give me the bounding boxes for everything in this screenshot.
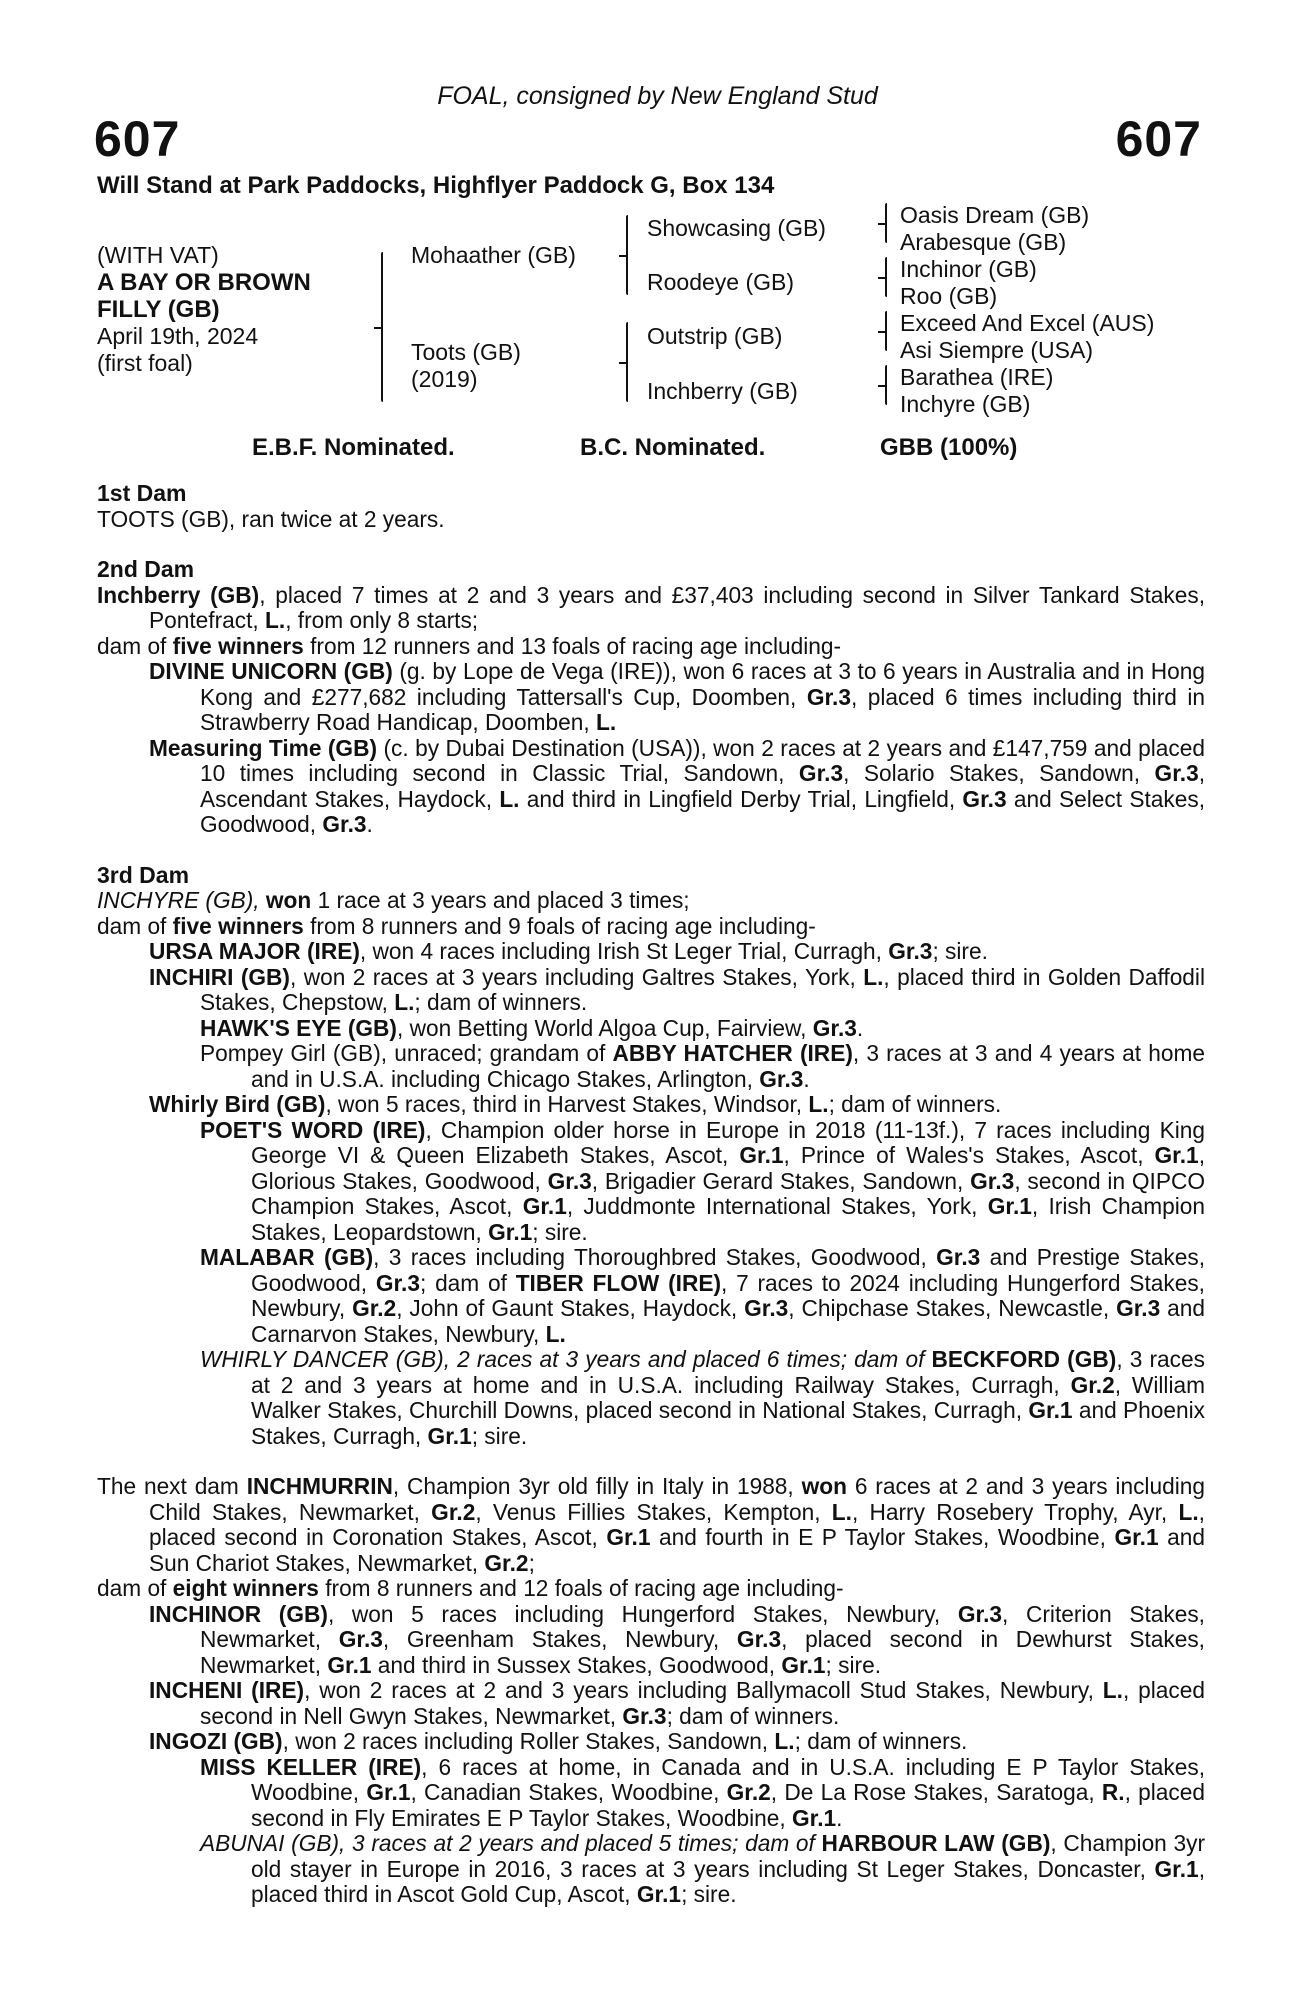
group-tag: Gr.3 [957,1600,1003,1627]
text: , won 2 races at 2 and 3 years including Ballymacoll Stud Stakes, Newbury, [304,1677,1103,1703]
group-tag: Gr.3 [1116,1295,1161,1321]
horse-name: WHIRLY DANCER (GB) [200,1346,444,1372]
text: , Chipchase Stakes, Newcastle, [788,1295,1117,1321]
group-tag: Gr.1 [1154,1855,1199,1882]
group-tag: Gr.1 [366,1779,411,1805]
pedigree-brace-dd [885,365,887,405]
text: , second in QIPCO Champion Stakes, Ascot, [251,1167,1205,1219]
text: , John of Gaunt Stakes, Haydock, [396,1295,745,1321]
listed-tag: L. [808,1091,829,1117]
produce-entry [97,1041,1205,1092]
bc-nominated: B.C. Nominated. [580,434,766,461]
text: ; sire. [932,938,988,964]
horse-name-line1: A BAY OR BROWN [97,269,311,296]
winners-count: five winners [172,912,304,939]
group-tag: Gr.2 [1070,1371,1115,1398]
listed-tag: L. [1178,1498,1199,1525]
ebf-nominated: E.B.F. Nominated. [252,434,455,461]
horse-info [97,242,311,377]
horse-name: HARBOUR LAW (GB) [821,1830,1051,1856]
text: The next dam [97,1473,247,1499]
pedigree-brace-sd [885,257,887,297]
pedigree-dds: Barathea (IRE) [900,364,1054,390]
third-dam-heading: 3rd Dam [97,861,190,888]
text: , Harry Rosebery Trophy, Ayr, [851,1498,1179,1525]
lot-number-right: 607 [1115,111,1202,167]
text: , Juddmonte International Stakes, York, [566,1193,988,1219]
listed-tag: L. [595,709,617,735]
text: , won 4 races including Irish St Leger Trial, Curragh, [359,938,889,964]
text: ; dam of winners. [794,1728,968,1754]
pedigree-sire-sire: Showcasing (GB) [647,215,826,241]
group-tag: Gr.3 [322,811,367,837]
text: Pompey Girl (GB), unraced; grandam of [200,1040,613,1066]
horse-name: MALABAR (GB) [200,1244,374,1270]
horse-name: Whirly Bird (GB) [149,1091,326,1117]
group-tag: Gr.3 [806,683,851,710]
text: , Champion 3yr old filly in Italy in 1988, [392,1473,802,1499]
text: from 8 runners and 12 foals of racing age including- [318,1575,844,1601]
next-dam-produce-summary [97,1576,1205,1602]
third-dam-record [97,888,1205,914]
group-tag: Gr.1 [427,1422,472,1449]
text: , placed second in Dewhurst Stakes, Newmarket, [200,1626,1205,1678]
text: , placed 6 times including third in Strawberry Road Handicap, Doomben, [200,683,1205,735]
group-tag: Gr.3 [744,1295,789,1321]
pedigree-sire-dam: Roodeye (GB) [647,269,795,295]
pedigree-dsd: Asi Siempre (USA) [900,337,1093,363]
text: ; sire. [532,1218,588,1245]
listed-tag: L. [1102,1677,1123,1703]
text: , Champion older horse in Europe in 2018 (11-13f.), 7 races including King George VI & Queen Elizabeth Stakes, Ascot, [251,1116,1205,1168]
text: and Phoenix Stakes, Curragh, [251,1397,1205,1449]
produce-entry [97,1118,1205,1246]
group-tag: Gr.3 [812,1014,857,1041]
text: , Greenham Stakes, Newbury, [382,1626,737,1652]
group-tag: Gr.1 [636,1881,682,1907]
text: , Criterion Stakes, Newmarket, [200,1600,1205,1652]
group-tag: Gr.1 [987,1193,1032,1219]
text: ; dam of winners. [666,1702,840,1729]
produce-entry [97,1092,1205,1118]
group-tag: Gr.1 [488,1218,533,1245]
text: , 2 races at 3 years and placed 6 times; dam of [443,1346,932,1372]
produce-entry [97,1729,1205,1755]
text: , 3 races including Thoroughbred Stakes, Goodwood, [373,1244,937,1270]
group-tag: Gr.1 [791,1804,837,1831]
group-tag: Gr.1 [327,1651,372,1678]
text: . [856,1014,864,1041]
produce-entry [97,1347,1205,1449]
text: , won 2 races at 3 years including Galtres Stakes, York, [290,963,864,990]
text: and Sun Chariot Stakes, Newmarket, [149,1524,1205,1576]
text: ; [528,1549,535,1576]
group-tag: Gr.3 [888,938,933,964]
text: , Irish Champion Stakes, Leopardstown, [251,1193,1206,1245]
horse-name: INCHMURRIN [246,1473,393,1499]
horse-name: INCHYRE (GB), [97,887,266,913]
horse-name: ABBY HATCHER (IRE) [612,1040,853,1066]
horse-name: URSA MAJOR (IRE) [149,938,360,964]
horse-name-line2: FILLY (GB) [97,296,220,323]
text: from 8 runners and 9 foals of racing age including- [303,912,816,939]
group-tag: Gr.3 [338,1626,383,1652]
second-dam-record [97,583,1205,634]
text: (c. by Dubai Destination (USA)), won 2 races at 2 years and £147,759 and placed 10 times including second in Classic Trial, Sandown, [200,734,1205,786]
restricted-tag: R. [1101,1779,1125,1805]
horse-name: HAWK'S EYE (GB) [200,1014,397,1041]
foal-note: (first foal) [97,350,193,376]
produce-entry [97,1678,1205,1729]
text: , Canadian Stakes, Woodbine, [410,1779,727,1805]
pedigree-sds: Inchinor (GB) [900,256,1037,282]
group-tag: Gr.1 [781,1651,826,1678]
text: and fourth in E P Taylor Stakes, Woodbine, [650,1524,1115,1550]
vat-note: (WITH VAT) [97,242,219,268]
text: ; dam of [419,1269,516,1296]
produce-entry [97,965,1205,1016]
text: , Ascendant Stakes, Haydock, [200,760,1206,812]
pedigree-dam-sire: Outstrip (GB) [647,323,783,349]
group-tag: Gr.1 [606,1524,651,1550]
text: , Venus Fillies Stakes, Kempton, [475,1498,832,1525]
pedigree-ssd: Arabesque (GB) [900,229,1067,255]
text: , won 5 races including Hungerford Stakes, Newbury, [327,1600,958,1627]
text: , placed second in Fly Emirates E P Taylor Stakes, Woodbine, [251,1779,1205,1831]
lot-number-left: 607 [94,111,181,167]
produce-entry [97,1245,1205,1347]
group-tag: Gr.1 [739,1142,784,1168]
produce-entry [97,1016,1205,1042]
winners-count: eight winners [172,1575,319,1601]
second-dam-heading: 2nd Dam [97,556,195,582]
pedigree-ddd: Inchyre (GB) [900,391,1031,417]
text: , Brigadier Gerard Stakes, Sandown, [591,1167,971,1194]
group-tag: Gr.2 [726,1779,771,1805]
text: , De La Rose Stakes, Saratoga, [770,1779,1102,1805]
group-tag: Gr.3 [736,1626,782,1652]
pedigree-sss: Oasis Dream (GB) [900,202,1090,228]
group-tag: Gr.3 [962,785,1007,812]
listed-tag: L. [863,963,884,990]
pedigree-brace-ss [885,203,887,243]
text: ; dam of winners. [828,1091,1002,1117]
horse-name: MISS KELLER (IRE) [200,1753,422,1780]
produce-entry [97,1831,1205,1908]
text: , Champion 3yr old stayer in Europe in 2016, 3 races at 3 years including St Leger Stakes, Doncaster, [251,1830,1206,1882]
text: , 3 races at 2 and 3 years at home and in U.S.A. including Railway Stakes, Curragh, [251,1346,1205,1398]
text: , won Betting World Algoa Cup, Fairview, [397,1014,813,1041]
produce-entry [97,939,1205,965]
group-tag: Gr.1 [522,1193,567,1219]
pedigree-brace-ds [885,311,887,351]
pedigree-brace-gen1 [381,252,383,402]
text: ; dam of winners. [414,989,588,1015]
text: dam of [97,912,173,939]
text: and third in Lingfield Derby Trial, Lingfield, [519,785,963,812]
stabling-location: Will Stand at Park Paddocks, Highflyer Paddock G, Box 134 [97,172,775,199]
text: and third in Sussex Stakes, Goodwood, [371,1651,782,1678]
produce-entry [97,736,1205,838]
group-tag: Gr.3 [759,1065,804,1092]
text: dam of [97,632,173,659]
text: , placed 7 times at 2 and 3 years and £37,403 including second in Silver Tankard Stakes, Pontefract, [149,581,1205,633]
horse-name: INGOZI (GB) [149,1728,283,1754]
text: dam of [97,1575,173,1601]
pedigree-sire: Mohaather (GB) [411,242,576,268]
text: , 7 races to 2024 including Hungerford Stakes, Newbury, [251,1269,1205,1321]
winners-count: five winners [172,632,304,659]
text: , 3 races at 3 and 4 years at home and in U.S.A. including Chicago Stakes, Arlington, [251,1040,1206,1092]
first-dam-heading: 1st Dam [97,480,187,506]
text: 6 races at 2 and 3 years including Child Stakes, Newmarket, [149,1473,1205,1525]
text: , Glorious Stakes, Goodwood, [251,1142,1205,1194]
foaling-date: April 19th, 2024 [97,323,259,349]
text: ; sire. [681,1881,737,1907]
pedigree-dam-dam: Inchberry (GB) [647,378,798,404]
pedigree-brace-sire [626,215,628,295]
group-tag: Gr.3 [936,1244,981,1270]
gbb-rating: GBB (100%) [880,434,1018,461]
second-dam-produce-summary [97,634,1205,660]
third-dam-produce-summary [97,914,1205,940]
pedigree-dam-year: (2019) [411,366,478,392]
horse-name: BECKFORD (GB) [931,1346,1117,1372]
text: , placed third in Ascot Gold Cup, Ascot, [251,1855,1205,1907]
text: , Solario Stakes, Sandown, [843,760,1155,786]
text: ; sire. [825,1651,881,1678]
horse-name: POET'S WORD (IRE) [200,1116,426,1143]
text: . [836,1804,843,1831]
pedigree-dss: Exceed And Excel (AUS) [900,310,1155,336]
group-tag: Gr.1 [1154,1142,1199,1168]
group-tag: Gr.3 [970,1167,1015,1194]
text: , Prince of Wales's Stakes, Ascot, [783,1142,1155,1168]
pedigree-brace-dam [626,322,628,402]
text: 1 race at 3 years and placed 3 times; [311,887,690,913]
listed-tag: L. [545,1320,566,1347]
listed-tag: L. [831,1498,852,1525]
produce-entry [97,1602,1205,1679]
horse-name: INCHENI (IRE) [149,1677,305,1703]
text: and Prestige Stakes, Goodwood, [251,1244,1205,1296]
won-tag: won [801,1473,847,1499]
consignor-line: FOAL, consigned by New England Stud [437,82,878,110]
horse-name: DIVINE UNICORN (GB) [149,658,393,684]
produce-entry [97,659,1205,736]
group-tag: Gr.1 [1114,1524,1159,1550]
horse-name: TIBER FLOW (IRE) [515,1269,722,1296]
group-tag: Gr.1 [1028,1397,1073,1423]
horse-name: INCHIRI (GB) [149,963,290,990]
group-tag: Gr.3 [547,1167,592,1194]
listed-tag: L. [265,607,286,633]
text: , 6 races at home, in Canada and in U.S.A. including E P Taylor Stakes, Woodbine, [251,1753,1206,1805]
text: (g. by Lope de Vega (IRE)), won 6 races at 3 to 6 years in Australia and in Hong Kong and £277,682 including Tattersall's Cup, Doomben, [200,658,1205,710]
listed-tag: L. [394,989,415,1015]
group-tag: Gr.2 [484,1549,529,1576]
text: , from only 8 starts; [285,607,479,633]
next-dam-record [97,1474,1205,1576]
text: , won 2 races including Roller Stakes, Sandown, [282,1728,775,1754]
horse-name: Measuring Time (GB) [149,734,378,761]
catalogue-body [97,481,1205,1908]
text: and Select Stakes, Goodwood, [200,785,1206,837]
group-tag: Gr.3 [375,1269,420,1296]
won-tag: won [265,887,312,913]
group-tag: Gr.2 [352,1295,397,1321]
group-tag: Gr.2 [431,1498,476,1525]
text: from 12 runners and 13 foals of racing age including- [303,632,842,659]
text: , 3 races at 2 years and placed 5 times; dam of [339,1830,822,1856]
pedigree-dam: Toots (GB) [411,339,521,365]
listed-tag: L. [499,785,520,812]
text: . [803,1065,810,1092]
text: , placed second in Coronation Stakes, Ascot, [149,1498,1205,1550]
text: , won 5 races, third in Harvest Stakes, Windsor, [325,1091,809,1117]
horse-name: INCHINOR (GB) [149,1600,328,1627]
text: and Carnarvon Stakes, Newbury, [251,1295,1205,1347]
horse-name: ABUNAI (GB) [200,1830,340,1856]
text: , William Walker Stakes, Churchill Downs, placed second in National Stakes, Curragh, [251,1371,1206,1423]
first-dam-text: TOOTS (GB), ran twice at 2 years. [97,505,445,532]
text: , placed second in Nell Gwyn Stakes, Newmarket, [200,1677,1205,1729]
group-tag: Gr.3 [1154,760,1199,786]
text: . [366,811,373,837]
group-tag: Gr.3 [798,760,844,786]
group-tag: Gr.3 [622,1702,667,1729]
pedigree-sdd: Roo (GB) [900,283,998,309]
produce-entry [97,1755,1205,1832]
text: , placed third in Golden Daffodil Stakes, Chepstow, [200,963,1206,1015]
horse-name: Inchberry (GB) [97,581,260,608]
text: ; sire. [471,1422,528,1449]
listed-tag: L. [774,1728,795,1754]
